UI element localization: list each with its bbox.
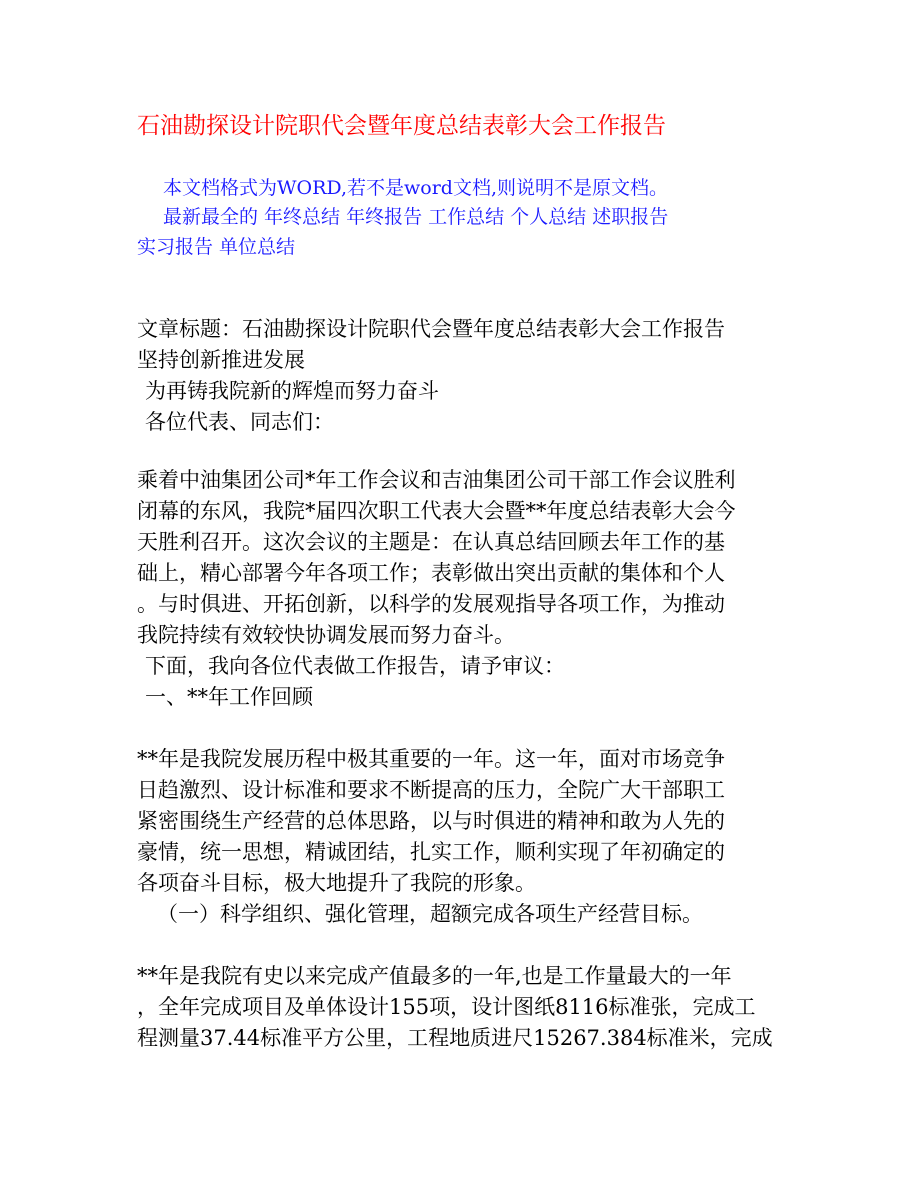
paragraph-line: 天胜利召开。这次会议的主题是：在认真总结回顾去年工作的基 (137, 530, 725, 554)
paragraph-line: 各项奋斗目标，极大地提升了我院的形象。 (137, 871, 536, 895)
greeting: 各位代表、同志们： (145, 410, 334, 434)
article-heading: 文章标题：石油勘探设计院职代会暨年度总结表彰大会工作报告 (137, 317, 725, 341)
paragraph-1 (137, 465, 787, 713)
report-intro: 下面，我向各位代表做工作报告，请予审议： (145, 654, 565, 678)
paragraph-line: 程测量37.44标准平方公里，工程地质进尺15267.384标准米，完成 (137, 1026, 773, 1050)
paragraph-line: ，全年完成项目及单体设计155项，设计图纸8116标准张，完成工 (137, 995, 756, 1019)
paragraph-line: 豪情，统一思想，精诚团结，扎实工作，顺利实现了年初确定的 (137, 840, 725, 864)
paragraph-line: **年是我院有史以来完成产值最多的一年,也是工作量最大的一年 (137, 964, 732, 988)
paragraph-line: 乘着中油集团公司*年工作会议和吉油集团公司干部工作会议胜利 (137, 468, 736, 492)
paragraph-line: 。与时俱进、开拓创新，以科学的发展观指导各项工作，为推动 (137, 592, 725, 616)
paragraph-line: 日趋激烈、设计标准和要求不断提高的压力，全院广大干部职工 (137, 778, 725, 802)
paragraph-line: **年是我院发展历程中极其重要的一年。这一年，面对市场竞争 (137, 747, 725, 771)
related-links-line-2[interactable]: 实习报告 单位总结 (137, 236, 296, 258)
document-title: 石油勘探设计院职代会暨年度总结表彰大会工作报告 (137, 113, 666, 139)
section-heading-1: 一、**年工作回顾 (145, 685, 313, 709)
article-header (137, 314, 787, 438)
format-note: 本文档格式为WORD,若不是word文档,则说明不是原文档。 (163, 177, 668, 199)
article-heading-2: 坚持创新推进发展 (137, 348, 305, 372)
paragraph-2 (137, 744, 787, 930)
paragraph-line: 我院持续有效较快协调发展而努力奋斗。 (137, 623, 515, 647)
paragraph-line: 闭幕的东风，我院*届四次职工代表大会暨**年度总结表彰大会今 (137, 499, 736, 523)
article-subtitle: 为再铸我院新的辉煌而努力奋斗 (145, 379, 439, 403)
related-links-line-1[interactable]: 最新最全的 年终总结 年终报告 工作总结 个人总结 述职报告 (163, 206, 669, 228)
paragraph-line: 础上，精心部署今年各项工作；表彰做出突出贡献的集体和个人 (137, 561, 725, 585)
paragraph-3 (137, 961, 787, 1054)
paragraph-line: 紧密围绕生产经营的总体思路，以与时俱进的精神和敢为人先的 (137, 809, 725, 833)
subsection-heading-1: （一）科学组织、强化管理，超额完成各项生产经营目标。 (157, 902, 703, 926)
